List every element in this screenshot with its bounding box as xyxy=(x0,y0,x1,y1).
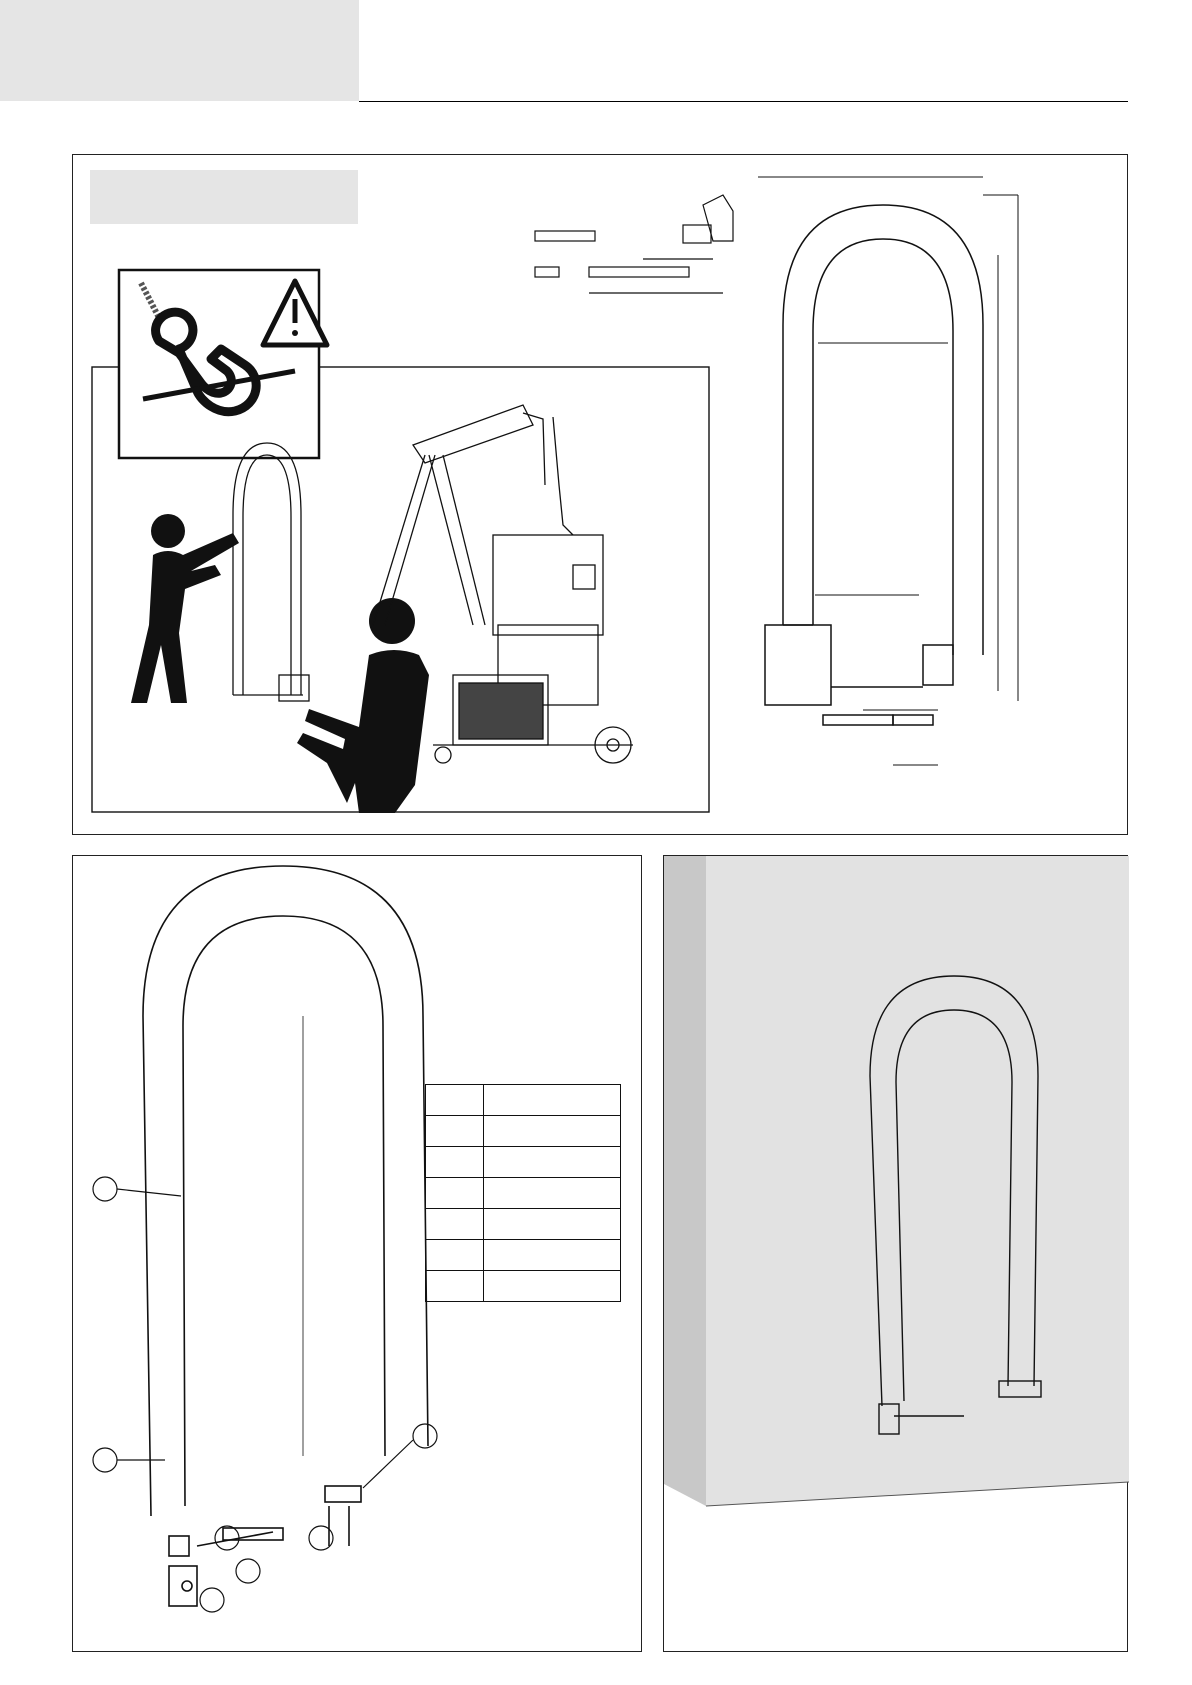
wall-face xyxy=(706,856,1129,1506)
installation-overview-panel xyxy=(72,154,1128,835)
dimension-lines xyxy=(758,177,1018,765)
wall-side xyxy=(664,856,706,1506)
callout-7 xyxy=(200,1588,224,1612)
table-row xyxy=(426,1240,621,1271)
worker-right-icon xyxy=(297,598,429,813)
table-row xyxy=(426,1178,621,1209)
exploded-view-panel xyxy=(72,855,642,1652)
table-row xyxy=(426,1116,621,1147)
table-row xyxy=(426,1271,621,1302)
callout-6 xyxy=(236,1559,260,1583)
worker-left-icon xyxy=(131,514,239,703)
table-row xyxy=(426,1209,621,1240)
gun-arm-dimensioned xyxy=(765,205,983,725)
electrode-parts-top xyxy=(535,195,733,293)
table-row xyxy=(426,1147,621,1178)
table-row xyxy=(426,1085,621,1116)
wall-storage-drawing xyxy=(664,856,1129,1653)
installation-drawing xyxy=(73,155,1129,836)
callout-2 xyxy=(93,1448,117,1472)
parts-table xyxy=(425,1084,621,1302)
callout-4 xyxy=(215,1526,239,1550)
wall-storage-panel xyxy=(663,855,1128,1652)
gun-arm-small xyxy=(233,443,309,701)
callout-3 xyxy=(413,1424,437,1448)
header-section-tab xyxy=(0,0,359,101)
callout-1 xyxy=(93,1177,117,1201)
header-rule xyxy=(359,101,1128,102)
lifting-hook-prohibited-icon xyxy=(119,270,327,458)
